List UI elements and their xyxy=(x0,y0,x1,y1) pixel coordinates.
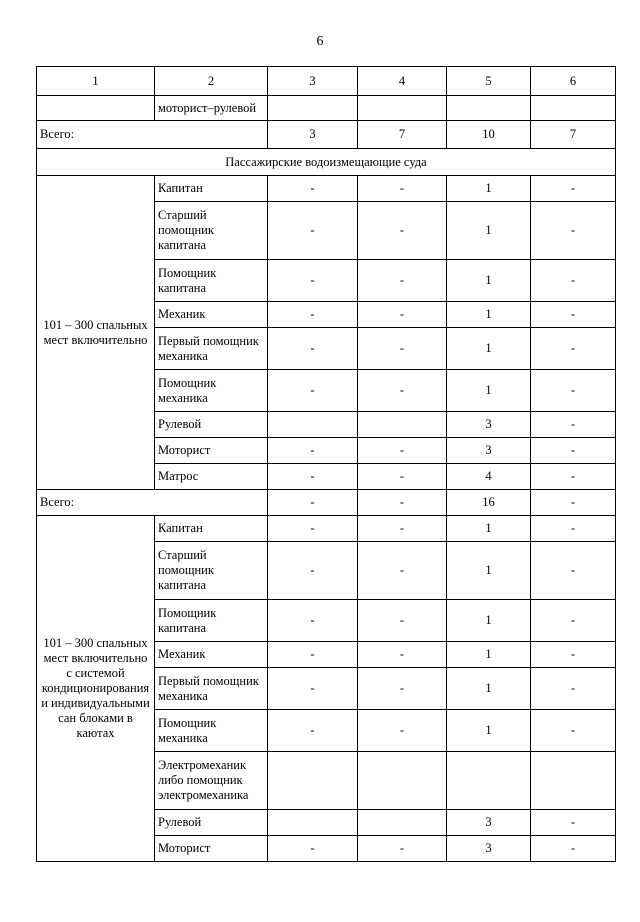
value-col-6 xyxy=(531,752,616,810)
value-col-3 xyxy=(268,412,358,438)
value-col-4: - xyxy=(358,516,447,542)
value-col-3: - xyxy=(268,542,358,600)
value-col-3: - xyxy=(268,642,358,668)
position-cell: Механик xyxy=(155,302,268,328)
value-col-5: 3 xyxy=(447,412,531,438)
carry-empty-cell xyxy=(358,96,447,121)
value-col-3: - xyxy=(268,302,358,328)
value-col-5: 1 xyxy=(447,176,531,202)
column-header-row xyxy=(37,67,616,96)
value-col-4: - xyxy=(358,328,447,370)
value-col-6: - xyxy=(531,464,616,490)
position-cell: Старший помощник капитана xyxy=(155,542,268,600)
value-col-6: - xyxy=(531,438,616,464)
value-col-5: 1 xyxy=(447,202,531,260)
crew-table xyxy=(36,66,616,862)
value-col-3 xyxy=(268,810,358,836)
value-col-3: - xyxy=(268,600,358,642)
position-cell: Помощник механика xyxy=(155,370,268,412)
position-cell: Помощник капитана xyxy=(155,600,268,642)
value-col-4 xyxy=(358,810,447,836)
total-col-6: - xyxy=(531,490,616,516)
value-col-6: - xyxy=(531,542,616,600)
position-cell: Рулевой xyxy=(155,412,268,438)
total-col-5: 16 xyxy=(447,490,531,516)
total-label: Всего: xyxy=(37,490,268,516)
value-col-4: - xyxy=(358,464,447,490)
value-col-4: - xyxy=(358,260,447,302)
value-col-5: 1 xyxy=(447,668,531,710)
value-col-3: - xyxy=(268,328,358,370)
value-col-6: - xyxy=(531,810,616,836)
value-col-5: 1 xyxy=(447,370,531,412)
carry-position: моторист–рулевой xyxy=(155,96,268,121)
total-row-1 xyxy=(37,121,616,149)
value-col-4: - xyxy=(358,600,447,642)
value-col-3: - xyxy=(268,370,358,412)
value-col-3: - xyxy=(268,176,358,202)
total-col-3: - xyxy=(268,490,358,516)
header-col-4: 4 xyxy=(358,67,447,96)
header-col-5: 5 xyxy=(447,67,531,96)
value-col-3: - xyxy=(268,668,358,710)
value-col-5: 1 xyxy=(447,542,531,600)
value-col-6: - xyxy=(531,836,616,862)
value-col-3: - xyxy=(268,710,358,752)
value-col-3: - xyxy=(268,260,358,302)
section-title: Пассажирские водоизмещающие суда xyxy=(37,149,616,176)
total-col-6: 7 xyxy=(531,121,616,149)
header-col-6: 6 xyxy=(531,67,616,96)
value-col-5: 1 xyxy=(447,328,531,370)
position-cell: Первый помощник механика xyxy=(155,328,268,370)
value-col-3 xyxy=(268,752,358,810)
value-col-4: - xyxy=(358,642,447,668)
section-title-row xyxy=(37,149,616,176)
position-cell: Моторист xyxy=(155,836,268,862)
value-col-5 xyxy=(447,752,531,810)
position-cell: Помощник капитана xyxy=(155,260,268,302)
value-col-5: 1 xyxy=(447,302,531,328)
value-col-6: - xyxy=(531,412,616,438)
position-cell: Матрос xyxy=(155,464,268,490)
value-col-3: - xyxy=(268,438,358,464)
group-2-label: 101 – 300 спальных мест включительно с системой кондиционирования и индивидуальными сан блоками в каютах xyxy=(37,516,155,862)
position-cell: Старший помощник капитана xyxy=(155,202,268,260)
value-col-4: - xyxy=(358,438,447,464)
position-cell: Капитан xyxy=(155,516,268,542)
value-col-6: - xyxy=(531,370,616,412)
position-cell: Моторист xyxy=(155,438,268,464)
total-col-5: 10 xyxy=(447,121,531,149)
value-col-5: 1 xyxy=(447,710,531,752)
value-col-5: 1 xyxy=(447,642,531,668)
value-col-4 xyxy=(358,752,447,810)
value-col-3: - xyxy=(268,516,358,542)
total-col-4: 7 xyxy=(358,121,447,149)
value-col-5: 1 xyxy=(447,600,531,642)
value-col-5: 1 xyxy=(447,260,531,302)
total-col-4: - xyxy=(358,490,447,516)
value-col-6: - xyxy=(531,642,616,668)
position-cell: Помощник механика xyxy=(155,710,268,752)
value-col-4: - xyxy=(358,542,447,600)
header-col-2: 2 xyxy=(155,67,268,96)
position-cell: Капитан xyxy=(155,176,268,202)
value-col-6: - xyxy=(531,600,616,642)
value-col-6: - xyxy=(531,516,616,542)
table-row xyxy=(37,176,616,202)
value-col-5: 1 xyxy=(447,516,531,542)
value-col-4: - xyxy=(358,836,447,862)
position-cell: Электромеханик либо помощник электромеханика xyxy=(155,752,268,810)
value-col-6: - xyxy=(531,668,616,710)
page-number: 6 xyxy=(316,34,324,49)
value-col-4: - xyxy=(358,710,447,752)
value-col-6: - xyxy=(531,176,616,202)
carry-empty-cell xyxy=(268,96,358,121)
value-col-6: - xyxy=(531,260,616,302)
total-row xyxy=(37,490,616,516)
table-row xyxy=(37,516,616,542)
position-cell: Механик xyxy=(155,642,268,668)
value-col-6: - xyxy=(531,710,616,752)
value-col-6: - xyxy=(531,328,616,370)
value-col-4: - xyxy=(358,176,447,202)
carry-empty-cell xyxy=(531,96,616,121)
header-col-1: 1 xyxy=(37,67,155,96)
value-col-4: - xyxy=(358,302,447,328)
value-col-3: - xyxy=(268,464,358,490)
value-col-4 xyxy=(358,412,447,438)
carry-empty-cell xyxy=(447,96,531,121)
carry-empty-cell xyxy=(37,96,155,121)
value-col-6: - xyxy=(531,202,616,260)
value-col-5: 3 xyxy=(447,438,531,464)
value-col-3: - xyxy=(268,202,358,260)
value-col-3: - xyxy=(268,836,358,862)
value-col-5: 4 xyxy=(447,464,531,490)
value-col-5: 3 xyxy=(447,836,531,862)
value-col-4: - xyxy=(358,370,447,412)
total-label: Всего: xyxy=(37,121,268,149)
carry-over-row xyxy=(37,96,616,121)
value-col-4: - xyxy=(358,202,447,260)
position-cell: Первый помощник механика xyxy=(155,668,268,710)
group-1-label: 101 – 300 спальных мест включительно xyxy=(37,176,155,490)
value-col-5: 3 xyxy=(447,810,531,836)
value-col-6: - xyxy=(531,302,616,328)
total-col-3: 3 xyxy=(268,121,358,149)
value-col-4: - xyxy=(358,668,447,710)
header-col-3: 3 xyxy=(268,67,358,96)
position-cell: Рулевой xyxy=(155,810,268,836)
